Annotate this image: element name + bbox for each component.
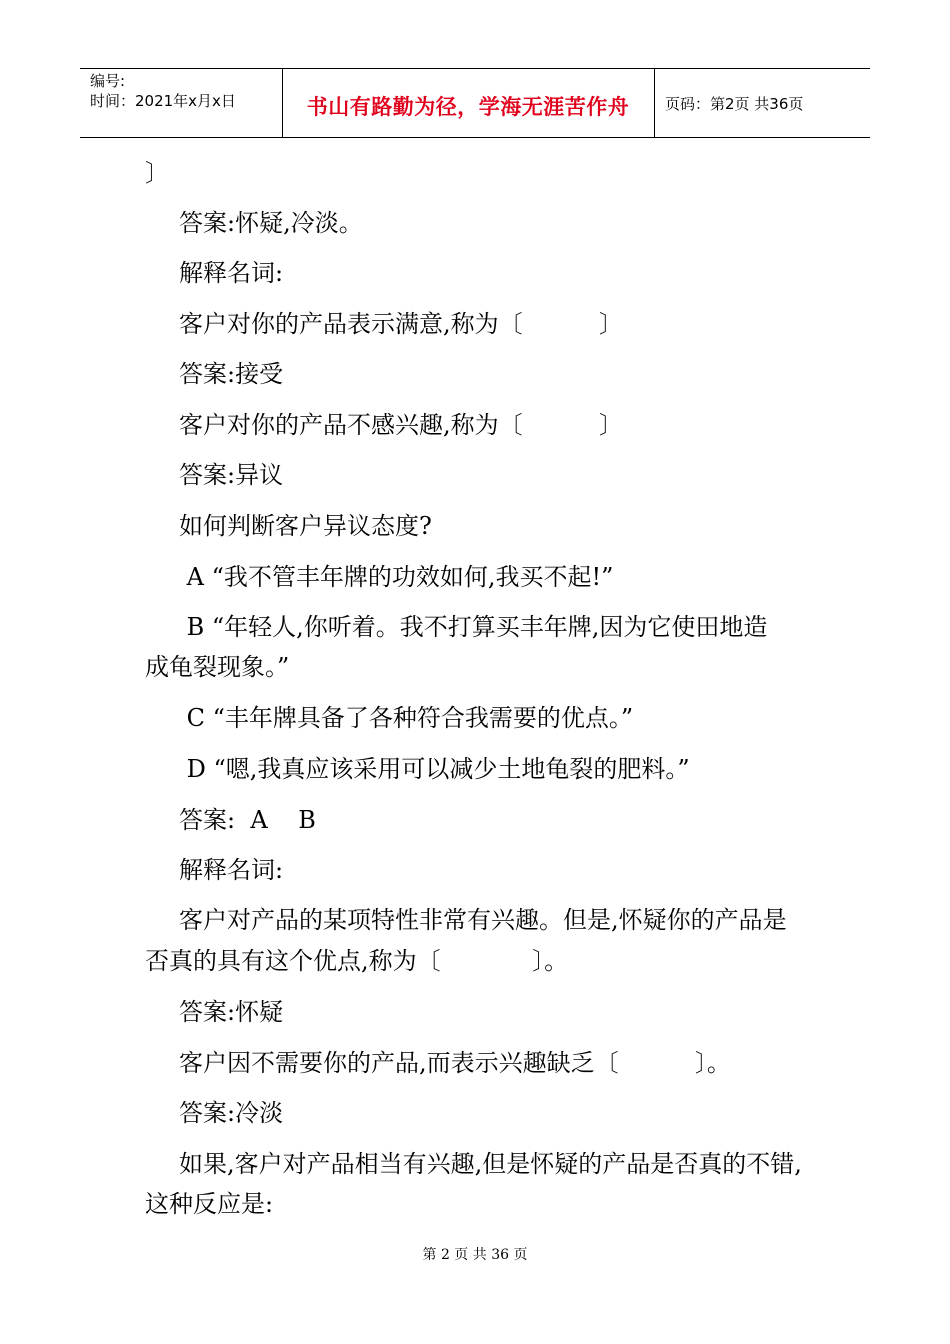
option-line: D “嗯,我真应该采用可以减少土地龟裂的肥料。” bbox=[179, 755, 690, 783]
question-line-continued: 否真的具有这个优点,称为〔 〕。 bbox=[145, 947, 569, 975]
question-line: 客户因不需要你的产品,而表示兴趣缺乏〔 〕。 bbox=[179, 1049, 731, 1077]
question-line-continued: 这种反应是: bbox=[145, 1190, 274, 1218]
answer-line: 答案:冷淡 bbox=[179, 1099, 284, 1127]
header-right-cell bbox=[655, 69, 870, 137]
question-line: 如何判断客户异议态度? bbox=[179, 512, 432, 540]
question-line: 如果,客户对产品相当有兴趣,但是怀疑的产品是否真的不错, bbox=[179, 1150, 802, 1178]
option-line: C “丰年牌具备了各种符合我需要的优点。” bbox=[179, 704, 634, 732]
answer-line: 答案:怀疑,冷淡。 bbox=[179, 209, 363, 237]
answer-line: 答案:异议 bbox=[179, 461, 284, 489]
question-line: 客户对产品的某项特性非常有兴趣。但是,怀疑你的产品是 bbox=[179, 906, 787, 934]
answer-line: 答案:怀疑 bbox=[179, 998, 284, 1026]
header-motto-cell bbox=[282, 69, 655, 137]
question-line: 客户对你的产品不感兴趣,称为〔 〕 bbox=[179, 411, 623, 439]
option-line-continued: 成龟裂现象。” bbox=[145, 653, 290, 681]
answer-line: 答案:接受 bbox=[179, 360, 284, 388]
heading-line: 解释名词: bbox=[179, 259, 284, 287]
text-line: 〕 bbox=[145, 159, 169, 187]
option-line: B “年轻人,你听着。我不打算买丰年牌,因为它使田地造 bbox=[179, 613, 768, 641]
option-line: A “我不管丰年牌的功效如何,我买不起!” bbox=[179, 563, 614, 591]
document-date: 时间：2021年x月x日 bbox=[90, 92, 236, 110]
heading-line: 解释名词: bbox=[179, 856, 284, 884]
document-number-label: 编号: bbox=[90, 72, 126, 90]
answer-line: 答案: A B bbox=[179, 806, 316, 834]
question-line: 客户对你的产品表示满意,称为〔 〕 bbox=[179, 310, 623, 338]
page-footer: 第 2 页 共 36 页 bbox=[422, 1247, 528, 1263]
header-motto: 书山有路勤为径，学海无涯苦作舟 bbox=[306, 95, 630, 119]
page-header bbox=[80, 68, 870, 138]
header-page-info: 页码：第2页 共36页 bbox=[665, 95, 804, 113]
header-left-cell bbox=[80, 69, 283, 137]
